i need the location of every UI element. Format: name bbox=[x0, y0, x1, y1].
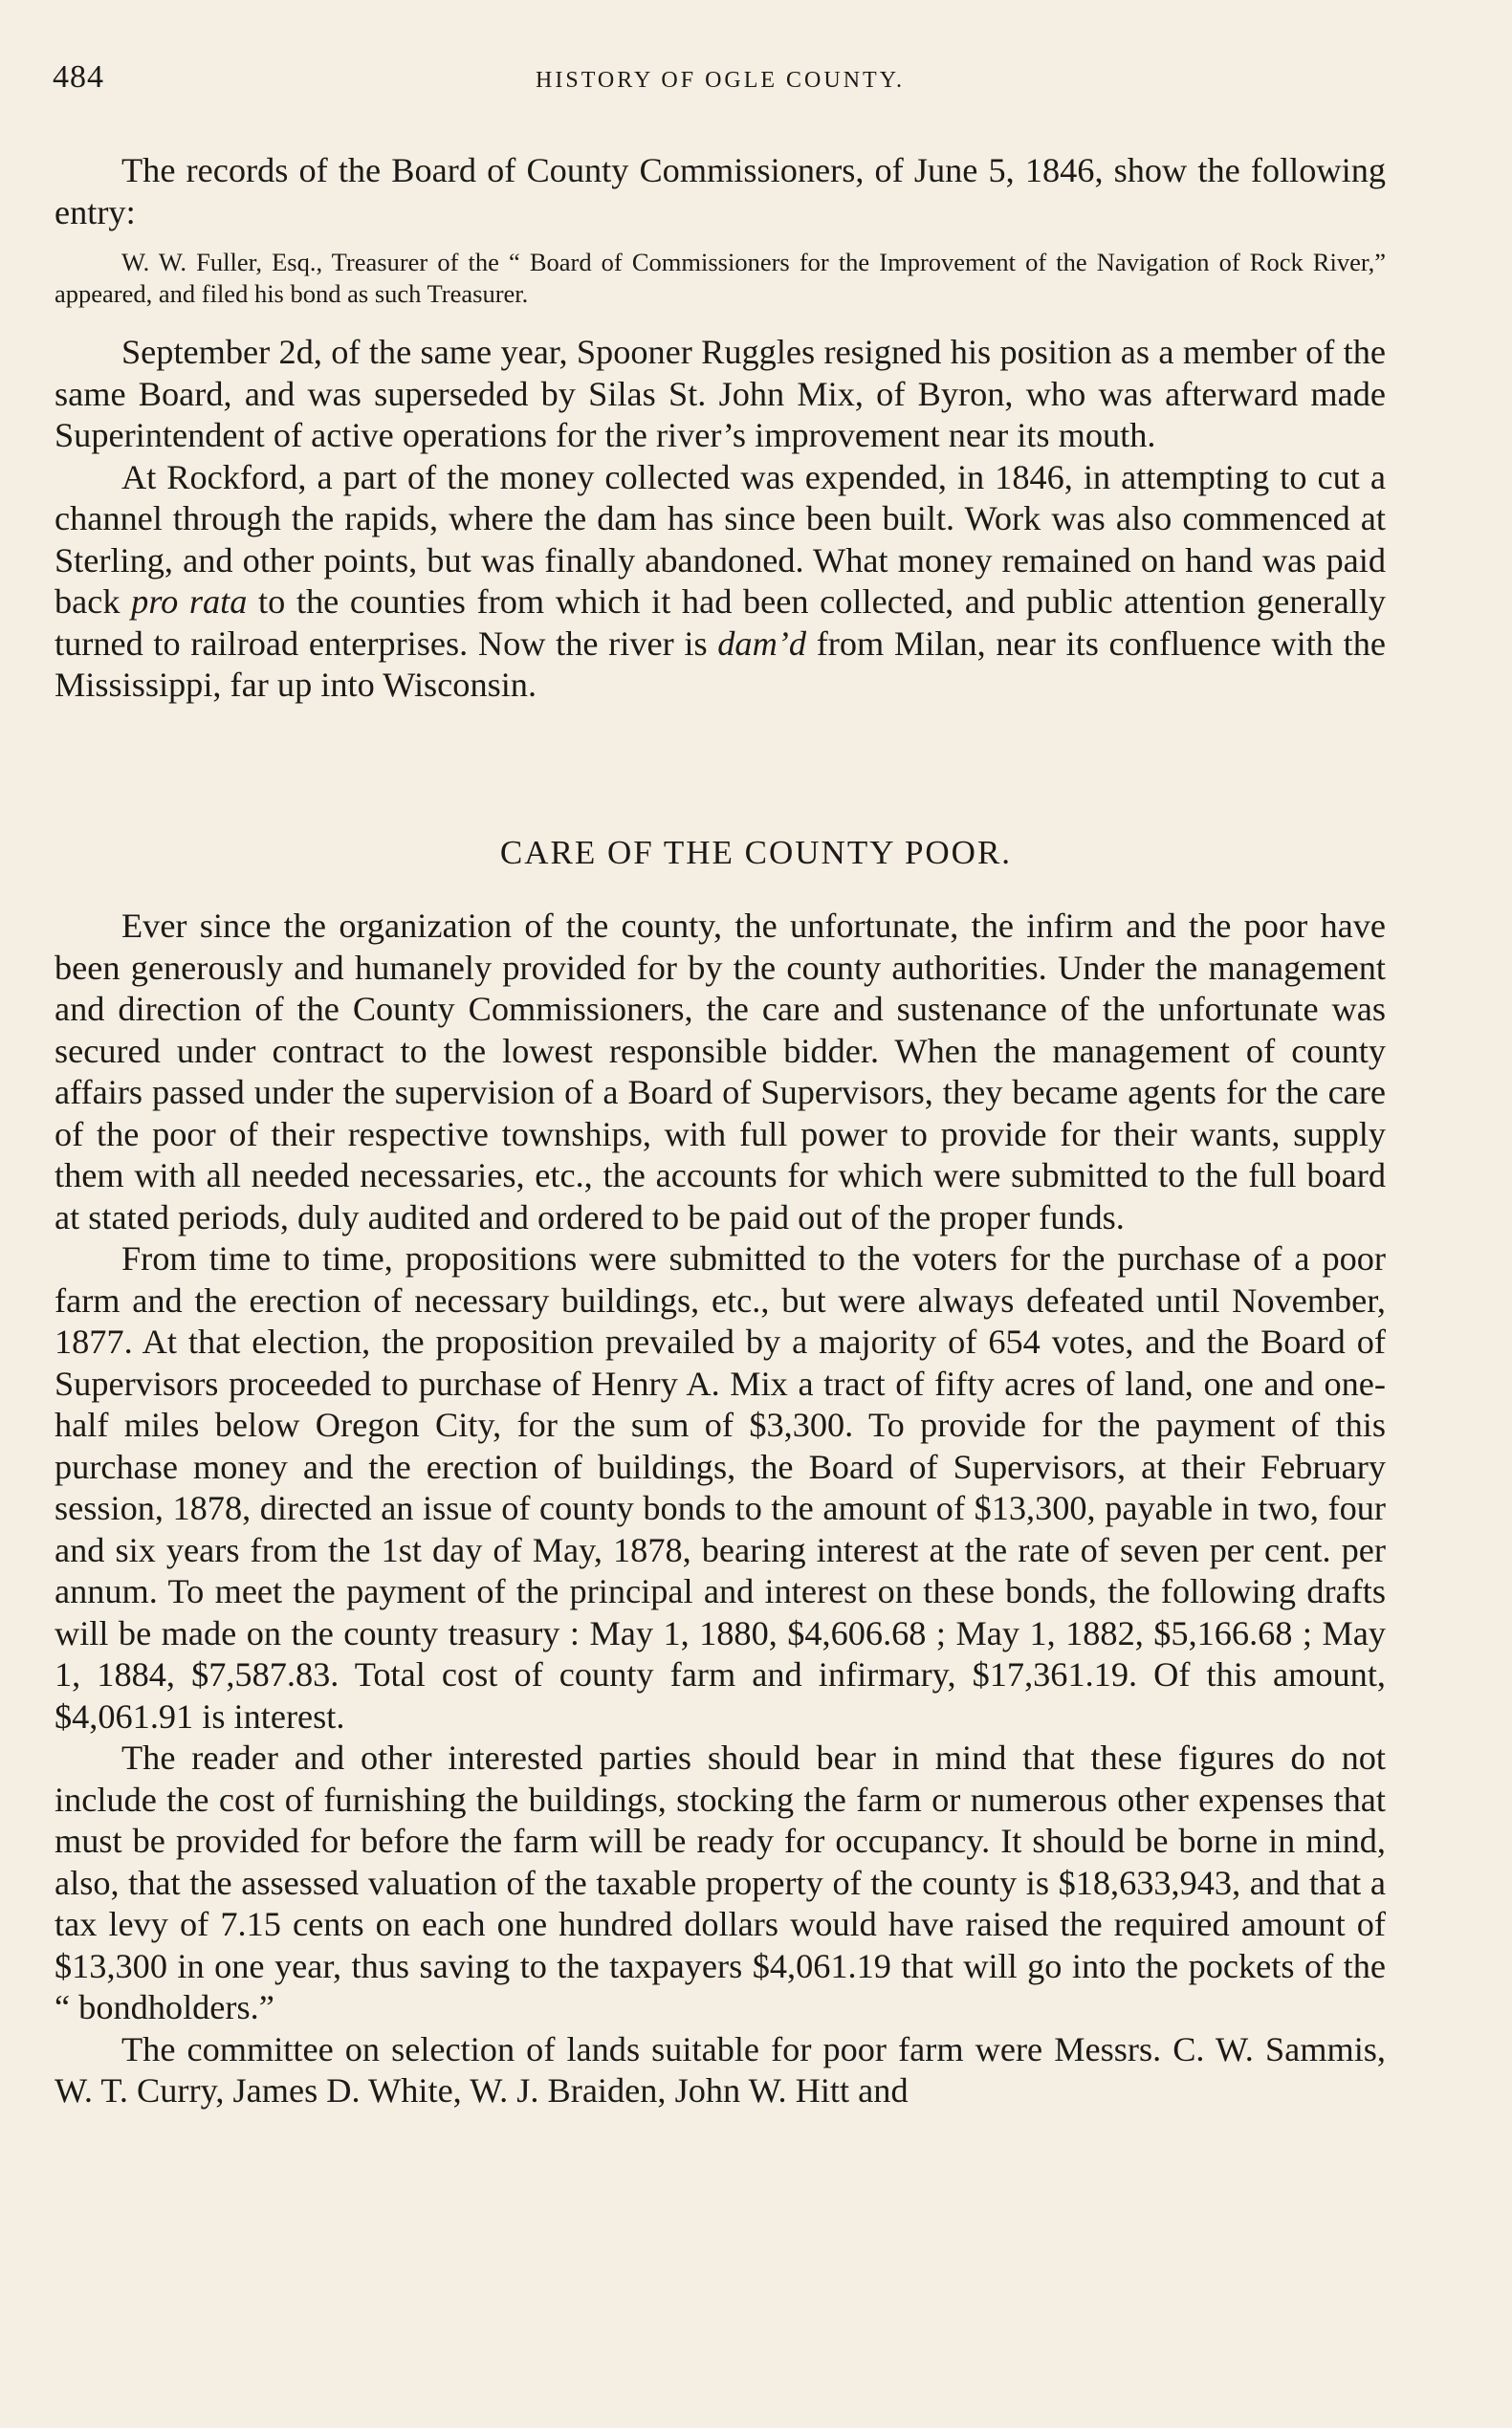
intro-block bbox=[55, 150, 1386, 233]
paragraph-reader: The reader and other interested parties should bear in mind that these figures do not include the cost of furnishing the buildings, stocking the farm or numerous other expenses that must be provided for before the farm will be ready for occupancy. It should be borne in mind, also, that the assessed valuation of the taxable property of the county is $18,633,943, and that a tax levy of 7.15 cents on each one hundred dollars would have raised the required amount of $13,300 in one year, thus saving to the taxpayers $4,061.19 that will go into the pockets of the “ bondholders.” bbox=[55, 1739, 1386, 2026]
entry-text: W. W. Fuller, Esq., Treasurer of the “ Board of Commissioners for the Improvement of the Navigation of Rock River,” appeared, and filed his bond as such Treasurer. bbox=[55, 248, 1386, 308]
poor-block bbox=[55, 906, 1386, 2112]
paragraph-records: The records of the Board of County Commissioners, of June 5, 1846, show the following entry: bbox=[55, 151, 1386, 231]
page-number: 484 bbox=[53, 59, 104, 95]
rockford-text-1: At Rockford, a part of the money collected was expended, in 1846, in attempting to cut a channel through the rapids, where the dam has since been built. Work was also commenced at Sterling, and other points, but was finally abandoned. What money remained on hand was paid back bbox=[55, 457, 1386, 621]
rockford-text-2: to the counties from which it had been collected, and public attention generally turned to railroad enterprises. Now the river is bbox=[55, 582, 1386, 663]
running-head: HISTORY OF OGLE COUNTY. bbox=[536, 68, 905, 93]
paragraph-september: September 2d, of the same year, Spooner Ruggles resigned his position as a member of the same Board, and was superseded by Silas St. John Mix, of Byron, who was afterward made Superintendent of active operations for the river’s improvement near its mouth. bbox=[55, 333, 1386, 454]
page-header bbox=[53, 59, 1388, 107]
rockford-italic-pro-rata: pro rata bbox=[131, 582, 248, 621]
quoted-entry bbox=[55, 247, 1386, 310]
paragraph-propositions: From time to time, propositions were submitted to the voters for the purchase of a poor farm and the erection of necessary buildings, etc., but were always defeated until November, 1877. At that election, the proposition prevailed by a majority of 654 votes, and the Board of Supervisors proceeded to purchase of Henry A. Mix a tract of fifty acres of land, one and one-half miles below Oregon City, for the sum of $3,300. To provide for the payment of this purchase money and the erection of buildings, the Board of Supervisors, at their February session, 1878, directed an issue of county bonds to the amount of $13,300, payable in two, four and six years from the 1st day of May, 1878, bearing interest at the rate of seven per cent. per annum. To meet the payment of the principal and interest on these bonds, the following drafts will be made on the county treasury : May 1, 1880, $4,606.68 ; May 1, 1882, $5,166.68 ; May 1, 1884, $7,587.83. Total cost of county farm and infirmary, $17,361.19. Of this amount, $4,061.91 is interest. bbox=[55, 1239, 1386, 1736]
section-heading: CARE OF THE COUNTY POOR. bbox=[499, 834, 1013, 871]
river-block bbox=[55, 332, 1386, 707]
paragraph-organization: Ever since the organization of the county, the unfortunate, the infirm and the poor have been generously and humanely provided for by the county authorities. Under the management and direction of the County Commissioners, the care and sustenance of the unfortunate was secured under contract to the lowest responsible bidder. When the management of county affairs passed under the supervision of a Board of Supervisors, they became agents for the care of the poor of their respective townships, with full power to provide for their wants, supply them with all needed necessaries, etc., the accounts for which were submitted to the full board at stated periods, duly audited and ordered to be paid out of the proper funds. bbox=[55, 907, 1386, 1236]
rockford-italic-damd: dam’d bbox=[717, 623, 807, 663]
rockford-text-3: from Milan, near its confluence with the Mississippi, far up into Wisconsin. bbox=[55, 623, 1386, 704]
paragraph-rockford bbox=[55, 457, 1386, 707]
paragraph-committee: The committee on selection of lands suitable for poor farm were Messrs. C. W. Sammis, W. T. Curry, James D. White, W. J. Braiden, John W. Hitt and bbox=[55, 2029, 1386, 2110]
